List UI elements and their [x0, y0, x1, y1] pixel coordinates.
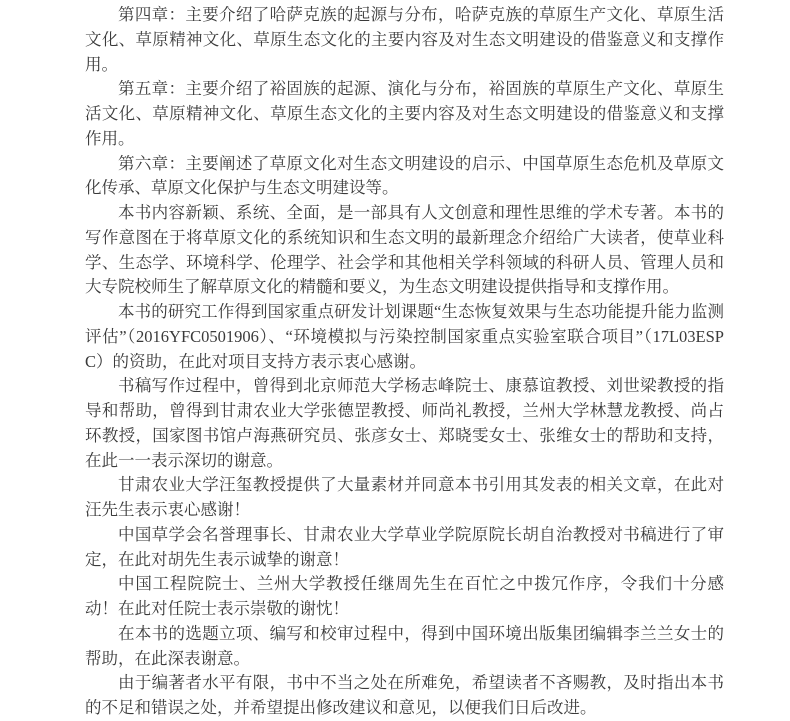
- paragraph: 中国工程院院士、兰州大学教授任继周先生在百忙之中拨冗作序，令我们十分感动！在此对任院士表示崇敬的谢忱！: [85, 574, 724, 618]
- paragraph: 第六章：主要阐述了草原文化对生态文明建设的启示、中国草原生态危机及草原文化传承、草原文化保护与生态文明建设等。: [85, 153, 724, 198]
- paragraph: 本书内容新颖、系统、全面，是一部具有人文创意和理性思维的学术专著。本书的写作意图在于将草原文化的系统知识和生态文明的最新理念介绍给广大读者，使草业科学、生态学、环境科学、伦理学、社会学和其他相关学科领域的科研人员、管理人员和大专院校师生了解草原文化的精髓和要义，为生态文明建设提供指导和支撑作用。: [85, 203, 724, 297]
- paragraph: 书稿写作过程中，曾得到北京师范大学杨志峰院士、康慕谊教授、刘世梁教授的指导和帮助，曾得到甘肃农业大学张德罡教授、师尚礼教授，兰州大学林慧龙教授、尚占环教授，国家图书馆卢海燕研究员、张彦女士、郑晓雯女士、张维女士的帮助和支持，在此一一表示深切的谢意。: [85, 376, 724, 470]
- paragraph: 中国草学会名誉理事长、甘肃农业大学草业学院原院长胡自治教授对书稿进行了审定，在此对胡先生表示诚挚的谢意！: [85, 524, 724, 569]
- paragraph: 第四章：主要介绍了哈萨克族的起源与分布，哈萨克族的草原生产文化、草原生活文化、草原精神文化、草原生态文化的主要内容及对生态文明建设的借鉴意义和支撑作用。: [85, 5, 724, 74]
- paragraph: 第五章：主要介绍了裕固族的起源、演化与分布，裕固族的草原生产文化、草原生活文化、草原精神文化、草原生态文化的主要内容及对生态文明建设的借鉴意义和支撑作用。: [85, 79, 724, 148]
- paragraph: 由于编著者水平有限，书中不当之处在所难免，希望读者不吝赐教，及时指出本书的不足和错误之处，并希望提出修改建议和意见，以便我们日后改进。: [85, 673, 724, 717]
- paragraph: 甘肃农业大学汪玺教授提供了大量素材并同意本书引用其发表的相关文章，在此对汪先生表示衷心感谢！: [85, 475, 724, 519]
- paragraph: 本书的研究工作得到国家重点研发计划课题“生态恢复效果与生态功能提升能力监测评估”（2016YFC0501906）、“环境模拟与污染控制国家重点实验室联合项目”（17L03ESPC）的资助，在此对项目支持方表示衷心感谢。: [85, 302, 724, 371]
- paragraph: 在本书的选题立项、编写和校审过程中，得到中国环境出版集团编辑李兰兰女士的帮助，在此深表谢意。: [85, 623, 724, 668]
